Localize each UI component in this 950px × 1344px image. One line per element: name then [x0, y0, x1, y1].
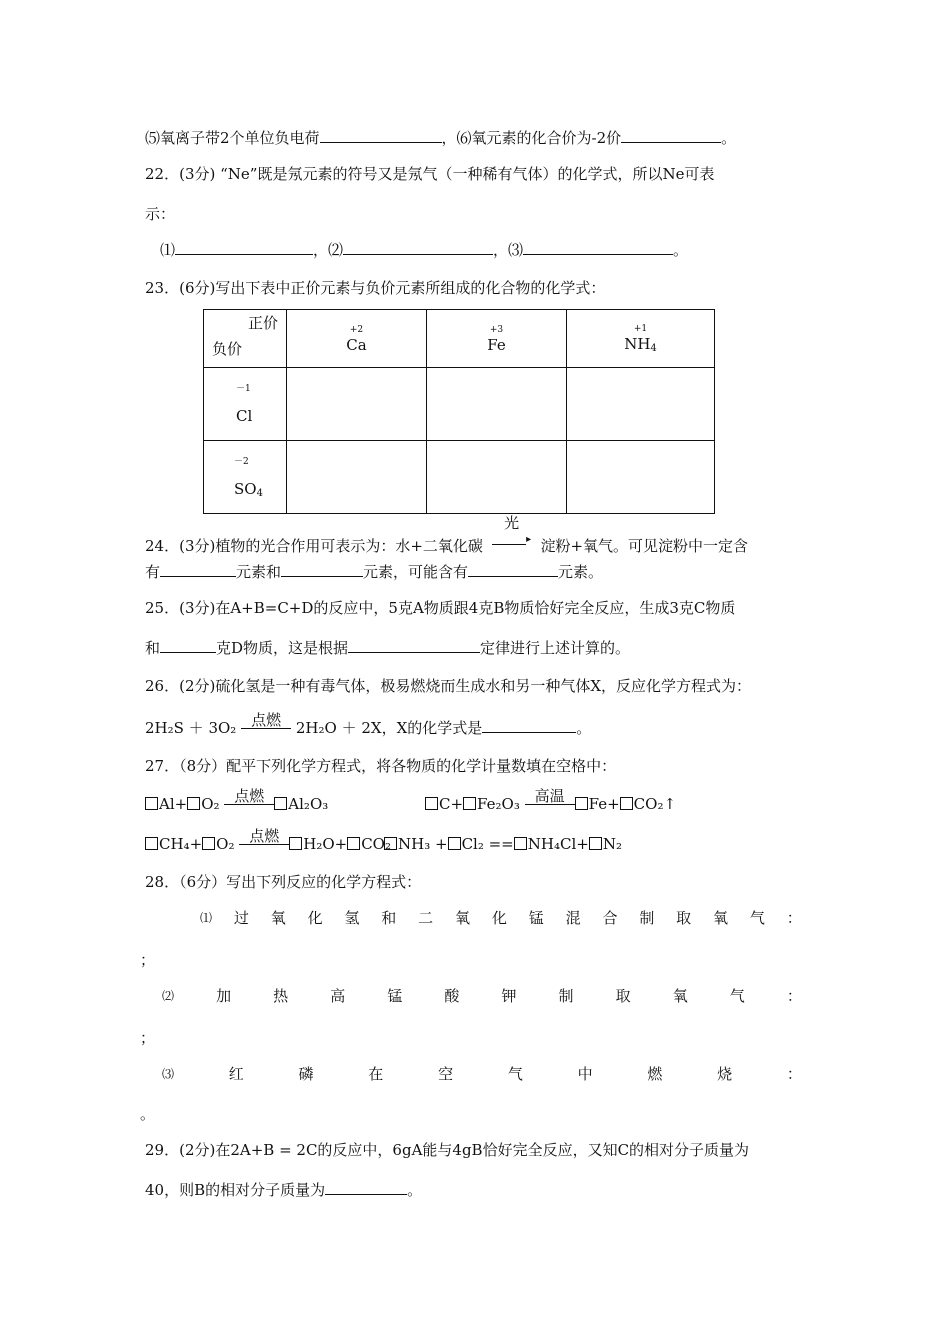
coef-box[interactable] — [620, 797, 633, 810]
q28-part3-line — [162, 1064, 802, 1084]
q27-cond1-text: 点燃 — [234, 787, 265, 805]
q22-part1-blank[interactable] — [175, 240, 313, 255]
q28-p3-char: 磷 — [298, 1065, 314, 1083]
q21-end: 。 — [721, 129, 737, 147]
q28-p1-char: 二 — [418, 909, 434, 927]
coef-box[interactable] — [514, 837, 527, 850]
q28-p2-char: 氧 — [672, 987, 688, 1005]
q27-eq4-b: Cl₂ == — [461, 835, 514, 853]
coef-box[interactable] — [347, 837, 360, 850]
q21-tail-line — [145, 128, 736, 148]
q24-line1 — [145, 514, 749, 556]
q27-eq4 — [384, 834, 622, 854]
q24-text-c: 元素，可能含有 — [363, 563, 469, 581]
q28-p1-char: 气 — [749, 909, 765, 927]
q29-blank[interactable] — [325, 1180, 407, 1195]
q26-eq-right: 2H₂O ＋ 2X，X的化学式是 — [295, 719, 483, 737]
q28-p1-char: 氧 — [270, 909, 286, 927]
q29-end: 。 — [407, 1181, 423, 1199]
q28-p2-char: ： — [786, 987, 802, 1005]
q28-p1-char: 混 — [565, 909, 581, 927]
q27-eq2-condition — [525, 789, 575, 805]
corner-negative-label: 负价 — [212, 340, 243, 358]
q27-eq2-c: Fe+ — [588, 795, 620, 813]
q28-p1-char: 氧 — [713, 909, 729, 927]
table-row-header-so4 — [204, 441, 287, 514]
q28-p3-char: ⑶ — [162, 1067, 175, 1081]
q24-text-d: 元素。 — [558, 563, 604, 581]
so4-symbol: SO — [234, 479, 257, 498]
table-col-header-ca — [287, 310, 427, 368]
q27-eq3-a: CH₄+ — [159, 835, 203, 853]
q28-p3-char: 在 — [368, 1065, 384, 1083]
table-col-header-nh4 — [567, 310, 715, 368]
q26-stem: 26．(2分)硫化氢是一种有毒气体，极易燃烧而生成水和另一种气体X，反应化学方程式为： — [145, 677, 752, 695]
q27-eq2-a: C+ — [439, 795, 464, 813]
q21-part5-text: ⑸氧离子带2个单位负电荷 — [145, 129, 320, 147]
q22-part3-label: ，⑶ — [493, 241, 524, 259]
coef-box[interactable] — [425, 797, 438, 810]
q28-p1-char: 锰 — [528, 909, 544, 927]
q24-blank1[interactable] — [160, 562, 236, 577]
q28-p3-char: 红 — [228, 1065, 244, 1083]
coef-box[interactable] — [575, 797, 588, 810]
coef-box[interactable] — [463, 797, 476, 810]
q28-p2-char: ⑵ — [162, 989, 175, 1003]
q28-p2-char: 酸 — [444, 987, 460, 1005]
answer-cell-ca-cl[interactable] — [287, 368, 427, 441]
q28-p2-char: 锰 — [387, 987, 403, 1005]
q25-text-c: 定律进行上述计算的。 — [480, 639, 631, 657]
q28-p3-char: 燃 — [647, 1065, 663, 1083]
so4-charge: －2 — [234, 456, 249, 467]
q24-text-a: 有 — [145, 563, 161, 581]
q28-p1-char: 化 — [491, 909, 507, 927]
q22-part3-blank[interactable] — [523, 240, 673, 255]
q27-eq3-d: CO₂ — [361, 835, 391, 853]
q26-condition-text: 点燃 — [251, 711, 282, 729]
q25-line2 — [145, 638, 630, 658]
q28-p2-char: 气 — [729, 987, 745, 1005]
q24-text-b: 元素和 — [236, 563, 282, 581]
table-row-header-cl — [204, 368, 287, 441]
q28-p3-char: 气 — [507, 1065, 523, 1083]
q28-p1-char: 合 — [602, 909, 618, 927]
q21-part6-blank[interactable] — [621, 128, 721, 143]
q24-condition-text: 光 — [504, 514, 520, 532]
q27-cond3-text: 点燃 — [249, 827, 280, 845]
q29-text-a: 40，则B的相对分子质量为 — [145, 1181, 326, 1199]
q28-p2-char: 制 — [558, 987, 574, 1005]
q22-part1-label: ⑴ — [160, 241, 176, 259]
q26-end: 。 — [576, 719, 592, 737]
q28-part2-semicolon: ； — [140, 1029, 156, 1047]
coef-box[interactable] — [202, 837, 215, 850]
q21-part6-text: ，⑹氧元素的化合价为-2价 — [441, 129, 622, 147]
coef-box[interactable] — [145, 837, 158, 850]
q24-stem: 24．(3分)植物的光合作用可表示为：水+二氧化碳 — [145, 537, 483, 555]
q22-stem-line1: 22．(3分) “Ne”既是氖元素的符号又是氖气（一种稀有气体）的化学式，所以Ne可表 — [145, 165, 715, 183]
q22-part2-blank[interactable] — [343, 240, 493, 255]
q25-stem: 25．(3分)在A+B=C+D的反应中，5克A物质跟4克B物质恰好完全反应，生成3克C物质 — [145, 599, 736, 617]
q22-end: 。 — [673, 241, 689, 259]
q28-p3-char: ： — [786, 1065, 802, 1083]
answer-cell-fe-cl[interactable] — [427, 368, 567, 441]
nh4-symbol: NH — [624, 335, 651, 353]
q24-blank3[interactable] — [468, 562, 558, 577]
q24-line2 — [145, 562, 603, 582]
q24-condition-arrow — [488, 516, 536, 550]
q22-answers-line — [160, 240, 688, 260]
q27-eq1-b: O₂ — [201, 795, 220, 813]
q27-eq4-c: NH₄Cl+ — [527, 835, 589, 853]
ca-symbol: Ca — [346, 335, 367, 354]
q27-eq4-d: N₂ — [602, 835, 622, 853]
cl-symbol: Cl — [236, 407, 253, 425]
q25-text-a: 和 — [145, 639, 161, 657]
q27-eq2-b: Fe₂O₃ — [477, 795, 520, 813]
q25-text-b: 克D物质，这是根据 — [216, 639, 349, 657]
q28-p2-char: 热 — [273, 987, 289, 1005]
q25-blank2[interactable] — [348, 638, 480, 653]
arrow-head-icon: ▸ — [526, 534, 532, 545]
q28-part1-semicolon: ； — [140, 951, 156, 969]
q27-eq2-d: CO₂↑ — [633, 795, 677, 813]
q28-p1-char: 氧 — [455, 909, 471, 927]
q27-eq2 — [425, 787, 677, 814]
q25-blank1[interactable] — [160, 638, 216, 653]
q27-eq1-a: Al+ — [159, 795, 188, 813]
cl-charge: －1 — [236, 384, 251, 394]
q26-eq-left: 2H₂S ＋ 3O₂ — [145, 719, 237, 737]
answer-cell-fe-so4[interactable] — [427, 441, 567, 514]
q27-eq3-condition — [239, 829, 289, 845]
q28-p3-char: 空 — [438, 1065, 454, 1083]
q27-eq3 — [145, 827, 391, 854]
q28-part1-line — [200, 908, 802, 928]
q28-part2-line — [162, 986, 802, 1006]
q27-eq1 — [145, 787, 329, 814]
nh4-subscript: 4 — [650, 343, 657, 354]
q28-p2-char: 加 — [216, 987, 232, 1005]
q27-stem: 27．（8分）配平下列化学方程式，将各物质的化学计量数填在空格中： — [145, 757, 617, 775]
q28-p1-char: ⑴ — [200, 911, 213, 925]
q28-p3-char: 中 — [577, 1065, 593, 1083]
corner-positive-label: 正价 — [247, 314, 278, 332]
answer-cell-ca-so4[interactable] — [287, 441, 427, 514]
fe-symbol: Fe — [487, 335, 506, 354]
coef-box[interactable] — [384, 837, 397, 850]
q28-p1-char: 氢 — [344, 909, 360, 927]
answer-cell-nh4-so4[interactable] — [567, 441, 715, 514]
q28-p1-char: 取 — [676, 909, 692, 927]
answer-cell-nh4-cl[interactable] — [567, 368, 715, 441]
q28-p2-char: 钾 — [501, 987, 517, 1005]
q28-p1-char: 制 — [639, 909, 655, 927]
fe-charge: +3 — [489, 324, 504, 335]
so4-subscript: 4 — [256, 487, 263, 499]
arrow-bar — [492, 544, 526, 545]
q27-eq3-b: O₂ — [216, 835, 235, 853]
q27-eq3-c: H₂O+ — [303, 835, 348, 853]
q26-condition — [241, 713, 291, 729]
coef-box[interactable] — [448, 837, 461, 850]
q29-line2 — [145, 1180, 422, 1200]
q23-stem: 23．(6分)写出下表中正价元素与负价元素所组成的化合物的化学式： — [145, 279, 606, 297]
q24-stem-end: 淀粉+氧气。可见淀粉中一定含 — [540, 537, 749, 555]
q28-p1-char: 化 — [307, 909, 323, 927]
so4-symbol-wrap — [234, 480, 286, 499]
ca-charge: +2 — [349, 324, 364, 335]
q26-blank[interactable] — [482, 718, 576, 733]
valence-table — [203, 309, 715, 514]
coef-box[interactable] — [274, 797, 287, 810]
q28-p2-char: 取 — [615, 987, 631, 1005]
q28-p1-char: ： — [786, 909, 802, 927]
q28-stem: 28．（6分）写出下列反应的化学方程式： — [145, 873, 422, 891]
coef-box[interactable] — [289, 837, 302, 850]
q28-p2-char: 高 — [330, 987, 346, 1005]
table-col-header-fe — [427, 310, 567, 368]
nh4-charge: +1 — [633, 324, 648, 334]
coef-box[interactable] — [145, 797, 158, 810]
q28-part3-end: 。 — [140, 1105, 156, 1123]
q22-stem-line2: 示： — [145, 205, 176, 223]
coef-box[interactable] — [187, 797, 200, 810]
coef-box[interactable] — [589, 837, 602, 850]
q22-part2-label: ，⑵ — [313, 241, 344, 259]
q27-cond2-text: 高温 — [534, 787, 565, 805]
table-corner-cell — [204, 310, 287, 368]
q27-eq1-condition — [224, 789, 274, 805]
q21-part5-blank[interactable] — [320, 128, 442, 143]
q28-p1-char: 过 — [233, 909, 249, 927]
q28-p1-char: 和 — [381, 909, 397, 927]
q26-equation-line — [145, 711, 592, 738]
q28-p3-char: 烧 — [717, 1065, 733, 1083]
q29-stem: 29．(2分)在2A+B = 2C的反应中，6gA能与4gB恰好完全反应，又知C的相对分子质量为 — [145, 1141, 750, 1159]
q27-eq4-a: NH₃ + — [398, 835, 448, 853]
q24-blank2[interactable] — [281, 562, 363, 577]
q27-eq1-c: Al₂O₃ — [288, 795, 329, 813]
